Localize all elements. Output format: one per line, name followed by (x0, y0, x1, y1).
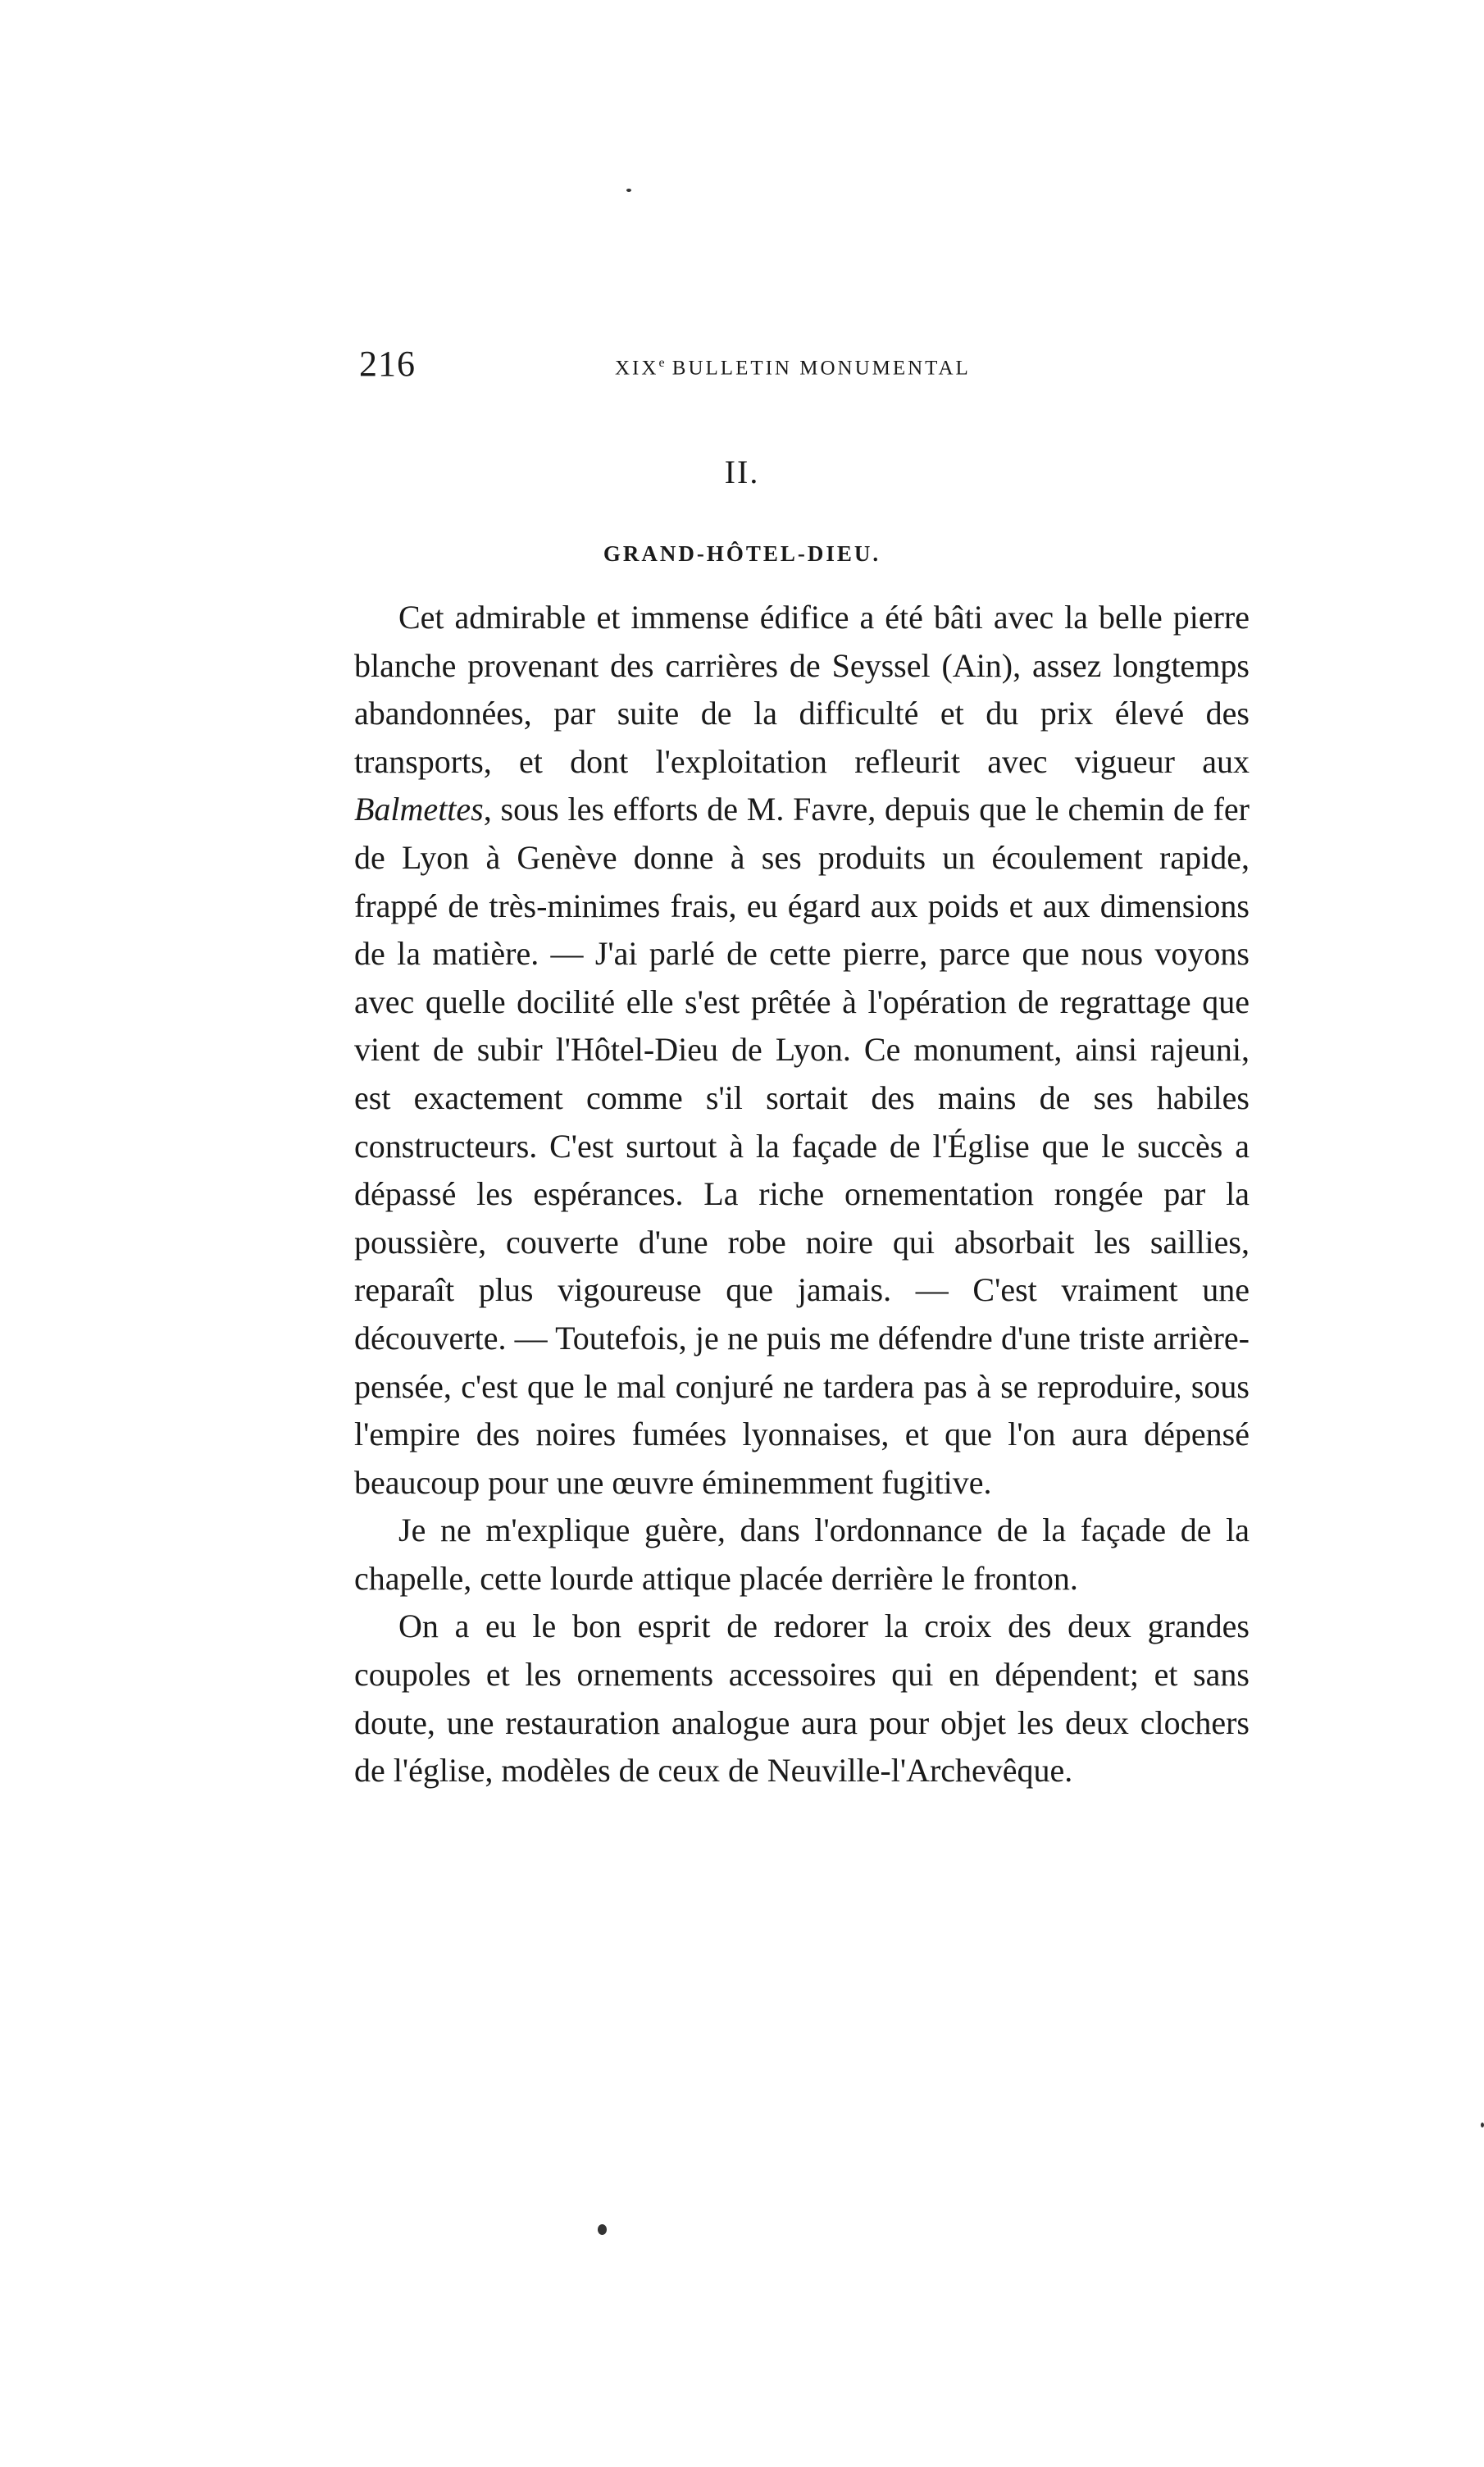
running-title-rest: BULLETIN MONUMENTAL (664, 357, 971, 380)
ink-speck (1481, 2123, 1484, 2127)
running-head (359, 343, 1007, 392)
section-title: GRAND-HÔTEL-DIEU. (603, 541, 881, 566)
paragraph-1-start: Cet admirable et immense édifice a été bâti avec la belle pierre blanche provenant des carrières de Seyssel (Ain), assez longtemps abandonnées, par suite de la difficulté et du prix élevé des transports, et dont l'exploitation refleurit avec vigueur aux (354, 599, 1250, 780)
ink-speck (626, 189, 631, 192)
paragraph-1-end: , sous les efforts de M. Favre, depuis que le chemin de fer de Lyon à Genève donne à ses produits un écoulement rapide, frappé de très-minimes frais, eu égard aux poids et aux dimensions de la matière. — J'ai parlé de cette pierre, parce que nous voyons avec quelle docilité elle s'est prêtée à l'opération de regrattage que vient de subir l'Hôtel-Dieu de Lyon. Ce monument, ainsi rajeuni, est exactement comme s'il sortait des mains de ses habiles constructeurs. C'est surtout à la façade de l'Église que le succès a dépassé les espérances. La riche ornementation rongée par la poussière, couverte d'une robe noire qui absorbait les saillies, reparaît plus vigoureuse que jamais. — C'est vraiment une découverte. — Toutefois, je ne puis me défendre d'une triste arrière-pensée, c'est que le mal conjuré ne tardera pas à se reproduire, sous l'empire des noires fumées lyonnaises, et que l'on aura dépensé beaucoup pour une œuvre éminemment fugitive. (354, 791, 1250, 1501)
page-number: 216 (359, 344, 416, 384)
italic-place-name: Balmettes (354, 791, 484, 828)
paragraph-2: Je ne m'explique guère, dans l'ordonnance de la façade de la chapelle, cette lourde attique placée derrière le fronton. (354, 1512, 1250, 1597)
running-title-prefix: XIX (615, 357, 659, 380)
body-text (354, 594, 1250, 1795)
running-title (615, 356, 971, 380)
running-title-superscript: e (658, 356, 665, 370)
paragraph-3: On a eu le bon esprit de redorer la croix des deux grandes coupoles et les ornements accessoires qui en dépendent; et sans doute, une restauration analogue aura pour objet les deux clochers de l'église, modèles de ceux de Neuville-l'Archevêque. (354, 1607, 1250, 1790)
paragraph-1 (354, 594, 1250, 1507)
ink-speck (598, 2224, 607, 2235)
section-number: II. (724, 454, 760, 490)
